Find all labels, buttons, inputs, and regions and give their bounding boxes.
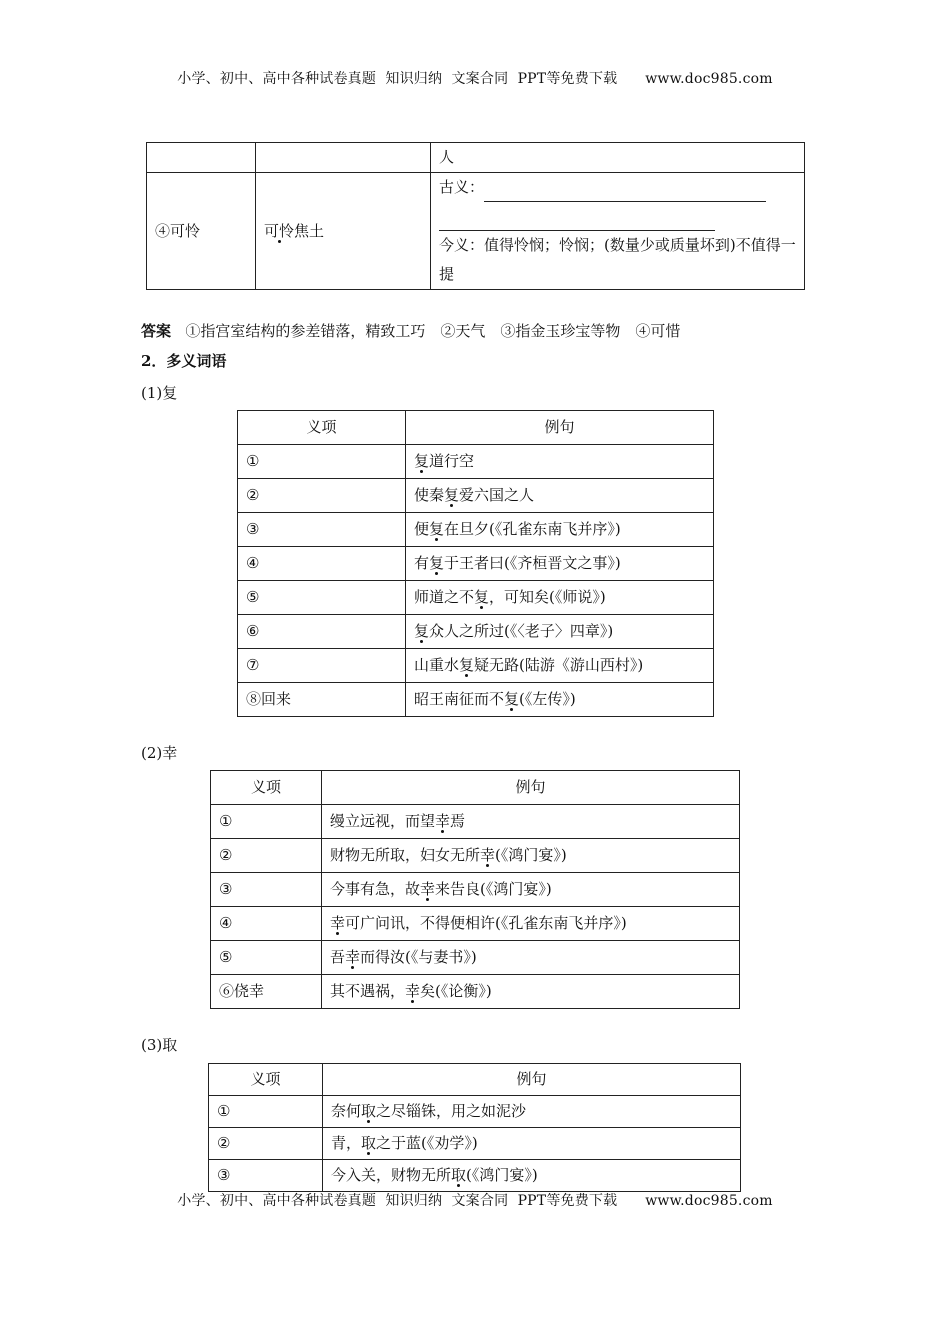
table-row: ① 复道行空 [238, 445, 714, 479]
table-row: ② 青，取之于蓝(《劝学》) [209, 1128, 741, 1160]
subsection-title-fu: (1)复 [141, 384, 178, 402]
table-row: ⑦ 山重水复疑无路(陆游《游山西村》) [238, 649, 714, 683]
page-header: 小学、初中、高中各种试卷真题 知识归纳 文案合同 PPT等免费下载 www.doc985.com [177, 71, 773, 87]
table-row [147, 173, 805, 290]
emphasized-word: 复 [414, 452, 430, 470]
emphasized-word: 幸 [480, 846, 496, 864]
table-row: ⑧回来 昭王南征而不复(《左传》) [238, 683, 714, 717]
table-row: ④ 有复于王者曰(《齐桓晋文之事》) [238, 547, 714, 581]
emphasized-word: 幸 [420, 880, 436, 898]
section-title: 2．多义词语 [141, 352, 227, 370]
table-header-row: 义项 例句 [209, 1064, 741, 1096]
table-row: ⑥ 复众人之所过(《〈老子〉四章》) [238, 615, 714, 649]
table-header-row: 义项 例句 [211, 771, 740, 805]
emphasized-word: 可怜 [264, 221, 295, 240]
meaning-cell [431, 173, 805, 290]
emphasized-word: 幸 [345, 948, 361, 966]
emphasized-word: 取 [451, 1166, 467, 1184]
answer-text: ①指宫室结构的参差错落，精致工巧 ②天气 ③指金玉珍宝等物 ④可惜 [185, 322, 681, 340]
emphasized-word: 复 [474, 588, 490, 606]
table-row: ① 缦立远视，而望幸焉 [211, 805, 740, 839]
table-row: ③ 今入关，财物无所取(《鸿门宴》) [209, 1160, 741, 1192]
item-cell: ④可怜 [147, 173, 256, 290]
emphasized-word: 复 [444, 486, 460, 504]
emphasized-word: 复 [504, 690, 520, 708]
emphasized-word: 幸 [405, 982, 421, 1000]
table-row: ⑤ 师道之不复，可知矣(《师说》) [238, 581, 714, 615]
table-row: ① 奈何取之尽锱铢，用之如泥沙 [209, 1096, 741, 1128]
emphasized-word: 复 [459, 656, 475, 674]
table-row: ⑥侥幸 其不遇祸，幸矣(《论衡》) [211, 975, 740, 1009]
answer-line [141, 320, 680, 341]
emphasized-word: 幸 [330, 914, 346, 932]
polysemy-table-qu [208, 1063, 741, 1192]
table-row: ② 使秦复爱六国之人 [238, 479, 714, 513]
table-row: ② 财物无所取，妇女无所幸(《鸿门宴》) [211, 839, 740, 873]
table-header-row: 义项 例句 [238, 411, 714, 445]
answer-label: 答案 [141, 322, 172, 340]
modern-meaning: 今义：值得怜悯；怜悯；(数量少或质量坏到)不值得一提 [439, 236, 796, 283]
emphasized-word: 取 [361, 1102, 377, 1120]
table-row: ⑤ 吾幸而得汝(《与妻书》) [211, 941, 740, 975]
answer-blank [484, 183, 766, 202]
subsection-title-qu: (3)取 [141, 1036, 178, 1054]
table-cell: 人 [431, 143, 805, 173]
emphasized-word: 复 [429, 520, 445, 538]
ancient-meaning-label: 古义： [439, 178, 485, 196]
table-row: ③ 便复在旦夕(《孔雀东南飞并序》) [238, 513, 714, 547]
ancient-modern-meaning-table [146, 142, 805, 290]
emphasized-word: 复 [429, 554, 445, 572]
table-row [147, 143, 805, 173]
polysemy-table-xing [210, 770, 740, 1009]
example-cell: 可怜焦土 [256, 173, 431, 290]
emphasized-word: 取 [361, 1134, 377, 1152]
table-row: ③ 今事有急，故幸来告良(《鸿门宴》) [211, 873, 740, 907]
page-footer: 小学、初中、高中各种试卷真题 知识归纳 文案合同 PPT等免费下载 www.doc985.com [177, 1193, 773, 1209]
polysemy-table-fu [237, 410, 714, 717]
subsection-title-xing: (2)幸 [141, 744, 178, 762]
table-row: ④ 幸可广问讯，不得便相许(《孔雀东南飞并序》) [211, 907, 740, 941]
emphasized-word: 幸 [435, 812, 451, 830]
answer-blank [439, 212, 715, 231]
emphasized-word: 复 [414, 622, 430, 640]
